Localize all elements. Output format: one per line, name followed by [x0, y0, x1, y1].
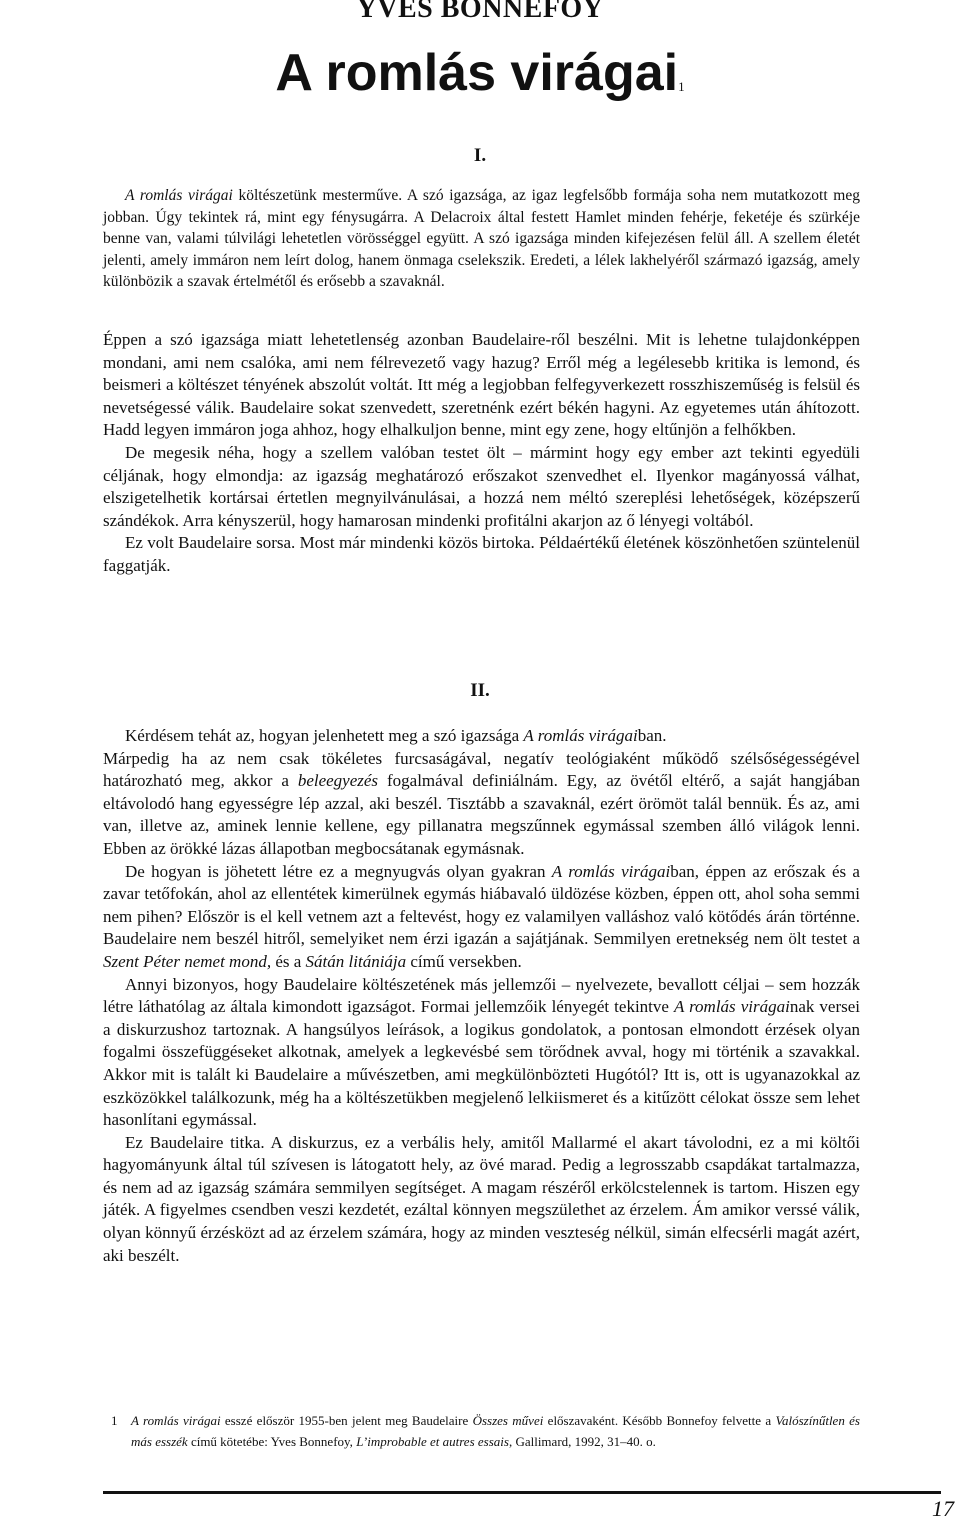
- paragraph: Kérdésem tehát az, hogyan jelenhetett meg a szó igazsága A romlás virágaiban.: [125, 726, 667, 745]
- page-rule: [103, 1491, 941, 1494]
- italic-title: A romlás virágai: [523, 726, 638, 745]
- italic-title: Valószínűtlen és más esszék: [131, 1413, 860, 1449]
- page-number: 17: [932, 1496, 954, 1521]
- italic-title: A romlás virágai: [125, 187, 233, 204]
- italic-title: Szent Péter nemet mond,: [103, 951, 272, 971]
- paragraph: Márpedig ha az nem csak tökéletes furcsaságával, negatív teológiaként működő szélsőségességével határozható meg, akkor a beleegyezés fogalmával definiálnám. Egy, az övétől eltérő, a saját hangjában eltávolodó hang egyességre lép azzal, aki beszél. Tisztább a szavaknál, ezért örömöt talál bennük. És az, ami van, illetve az, aminek lennie kellene, egy pillanatra megszűnnek egymással szemben álló világok lenni. Ebben az örökké lázas állapotban megbocsátanak egymásnak.: [103, 748, 860, 858]
- footnote-number: 1: [111, 1413, 118, 1428]
- footnote: [103, 1410, 860, 1452]
- italic-title: beleegyezés: [297, 771, 379, 791]
- italic-title: Összes művei: [472, 1413, 544, 1428]
- paragraph: Ez volt Baudelaire sorsa. Most már mindenki közös birtoka. Példaértékű életének köszönhetően szüntelenül faggatják.: [103, 533, 860, 575]
- footnote-text: A romlás virágai esszé először 1955-ben jelent meg Baudelaire Összes művei előszavaként. Később Bonnefoy felvette a Valószínűtlen és más esszék című kötetébe: Yves Bonnefoy, L’improbable et autres essais, Gallimard, 1992, 31–40. o.: [131, 1413, 860, 1449]
- section-heading-1: I.: [473, 145, 487, 166]
- section-2-text: [103, 725, 860, 1267]
- italic-title: L’improbable et autres essais: [356, 1434, 509, 1449]
- paragraph: Annyi bizonyos, hogy Baudelaire költészetének más jellemzői – nyelvezete, bevallott céljai – sem hozzák létre láthatólag az általa kimondott igazságot. Formai jellemzőik lényegét tekintve A romlás virágainak versei a diskurzushoz tartoznak. A hangsúlyos leírások, a logikus gondolatok, a pontosan elmondott érzések olyan fogalmi összefüggéseket alkotnak, amelyek a legkevésbé sem törődnek avval, hogy mi történik a szavakkal. Akkor mit is talált ki Baudelaire a művészetben, ami megkülönbözteti Hugótól? Itt is, ott is ugyanazokkal az eszközökkel találkozunk, még ha a költészetükben megjelenő lelkiismeret és a kitűzött célokat össze sem lehet hasonlítani egymással.: [103, 974, 860, 1130]
- italic-title: A romlás virágai: [551, 861, 671, 881]
- title-text: A romlás virágai: [275, 44, 679, 102]
- article-title: [0, 42, 960, 104]
- italic-title: A romlás virágai: [673, 997, 790, 1017]
- title-footnote-ref[interactable]: 1: [678, 79, 685, 94]
- section-1-text-top: [103, 185, 860, 293]
- author-name: YVES BONNEFOY: [356, 0, 604, 24]
- paragraph: Ez Baudelaire titka. A diskurzus, ez a verbális hely, amitől Mallarmé el akart távolodni, ez a mi költői hagyományunk által túl szívesen is látogatott hely, az övé marad. Pedig a legrosszabb csapdákat tartalmazza, és nem ad az igazság számára semmilyen segítséget. A magam részéről erkölcstelennek is tartom. Hiszen egy játék. A figyelmes csendben veszi kezdetét, ezáltal könnyen megszülethet az érzelem. Ám amikor verssé válik, olyan könnyű érzésközt ad az érzelem számára, hogy az minden veszteség nélkül, simán elfecsérli magát azért, aki beszélt.: [103, 1132, 860, 1265]
- italic-title: Sátán litániája: [305, 951, 407, 971]
- paragraph: Éppen a szó igazsága miatt lehetetlenség azonban Baudelaire-ről beszélni. Mit is lehetne tulajdonképpen mondani, ami nem csalóka, ami nem félrevezető vagy hazug? Erről még a legélesebb kritika is lemond, és beismeri a költészet tényének abszolút voltát. Itt még a legjobban felfegyverkezett rosszhiszeműség is felsül és nevetségessé válik. Baudelaire sokat szenvedett, szeretnénk ezért békén hagyni. Az egyetemes után áhítozott. Hadd legyen immáron joga ahhoz, hogy elhalkuljon benne, mint egy zene, hogy eltűnjön a felhőkben.: [103, 330, 860, 440]
- paragraph: De hogyan is jöhetett létre ez a megnyugvás olyan gyakran A romlás virágaiban, éppen az erőszak és a zavar tetőfokán, ahol az ellentétek kimerülnek egymás hiábavaló üldözése közben, éppen ott, ahol soha semmi nem pihen? Először is el kell vetnem azt a feltevést, hogy ez valamilyen valláshoz való kötődés árán történne. Baudelaire nem beszél hitről, semelyiket nem érzi igazán a sajátjának. Semmilyen eretnekség nem ölt testet a Szent Péter nemet mond, és a Sátán litániája című versekben.: [103, 861, 860, 971]
- italic-title: A romlás virágai: [131, 1413, 221, 1428]
- paragraph: De megesik néha, hogy a szellem valóban testet ölt – mármint hogy egy ember azt tekinti egyedüli céljának, hogy elmondja: az igazság meghatározó erőszakot szenvedhet el. Ilyenkor magányossá válhat, elszigetelhetik kortársai értetlen megnyilvánulásai, a hozzá nem méltó szereplési lehetőségek, középszerű szándékok. Arra kényszerül, hogy hamarosan mindenki profitálni akarjon az ő lényegi voltából.: [103, 442, 860, 530]
- paragraph: A romlás virágai költészetünk mesterműve. A szó igazsága, az igaz legfelsőbb formája soha nem mutatkozott meg jobban. Úgy tekintek rá, mint egy fénysugárra. A Delacroix által festett Hamlet minden fehérje, feketéje és szürkéje benne van, valami túlvilági lehetetlen vörösséggel együtt. A szó igazsága minden kifejezésen felül áll. A szellem életét jelenti, amely immáron nem leírt dolog, hanem önmaga cselekszik. Eredeti, a lélek lakhelyéről származó igazság, amely különbözik a szavak értelmétől és erősebb a szavaknál.: [103, 187, 860, 291]
- section-heading-2: II.: [470, 680, 490, 701]
- section-1-text: [103, 329, 860, 578]
